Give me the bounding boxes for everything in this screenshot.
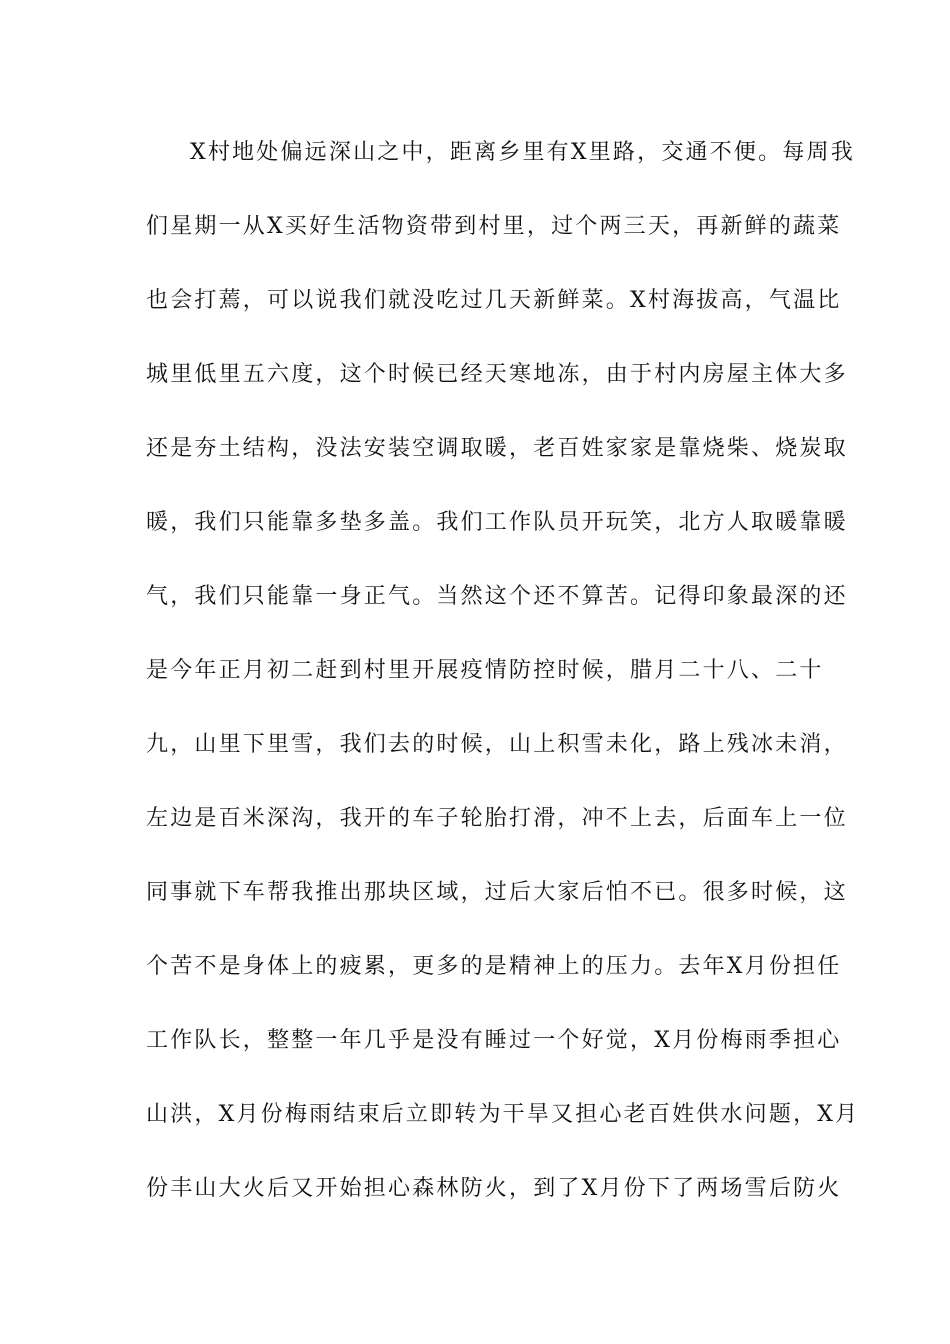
paragraph-line-15: 份丰山大火后又开始担心森林防火，到了X月份下了两场雪后防火 (146, 1176, 842, 1201)
paragraph-line-7: 气，我们只能靠一身正气。当然这个还不算苦。记得印象最深的还 (146, 584, 848, 609)
paragraph-line-4: 城里低里五六度，这个时候已经天寒地冻，由于村内房屋主体大多 (146, 362, 848, 387)
paragraph-line-6: 暖，我们只能靠多垫多盖。我们工作队员开玩笑，北方人取暖靠暖 (146, 510, 848, 535)
paragraph-line-12: 个苦不是身体上的疲累，更多的是精神上的压力。去年X月份担任 (146, 954, 842, 979)
paragraph-line-2: 们星期一从X买好生活物资带到村里，过个两三天，再新鲜的蔬菜 (146, 214, 842, 239)
paragraph-line-10: 左边是百米深沟，我开的车子轮胎打滑，冲不上去，后面车上一位 (146, 806, 848, 831)
paragraph-line-5: 还是夯土结构，没法安装空调取暖，老百姓家家是靠烧柴、烧炭取 (146, 436, 848, 461)
paragraph-line-14: 山洪，X月份梅雨结束后立即转为干旱又担心老百姓供水问题，X月 (146, 1102, 860, 1127)
paragraph-line-9: 九，山里下里雪，我们去的时候，山上积雪未化，路上残冰未消， (146, 732, 848, 757)
paragraph-line-11: 同事就下车帮我推出那块区域，过后大家后怕不已。很多时候，这 (146, 880, 848, 905)
paragraph-line-1: X村地处偏远深山之中，距离乡里有X里路，交通不便。每周我 (190, 140, 855, 165)
paragraph-line-8: 是今年正月初二赶到村里开展疫情防控时候，腊月二十八、二十 (146, 658, 824, 683)
paragraph-line-13: 工作队长，整整一年几乎是没有睡过一个好觉，X月份梅雨季担心 (146, 1028, 842, 1053)
paragraph-line-3: 也会打蔫，可以说我们就没吃过几天新鲜菜。X村海拔高，气温比 (146, 288, 842, 313)
